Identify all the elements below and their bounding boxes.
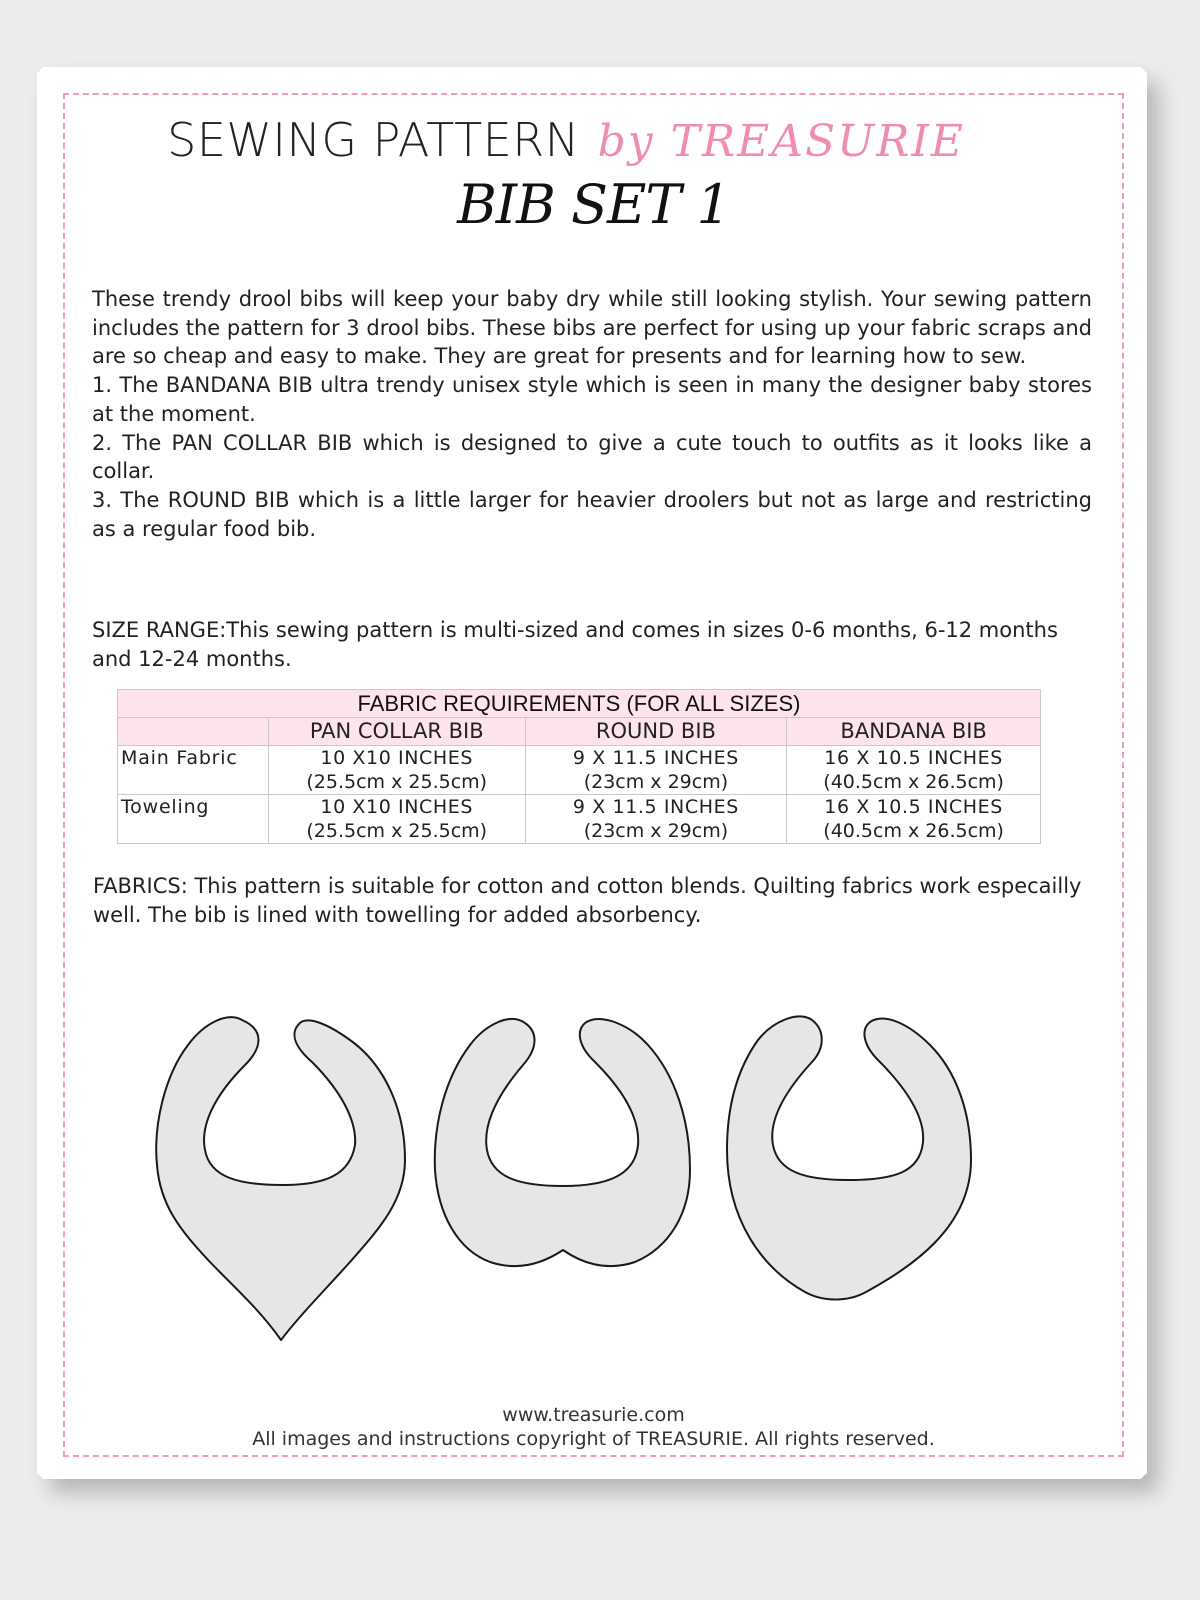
website-link[interactable]: www.treasurie.com bbox=[502, 1404, 685, 1426]
table-caption: FABRIC REQUIREMENTS (FOR ALL SIZES) bbox=[118, 690, 1041, 718]
cell-cm: (25.5cm x 25.5cm) bbox=[306, 820, 488, 842]
bib-description-round: 3. The ROUND BIB which is a little larger for heavier droolers but not as large and restricting as a regular food bib. bbox=[92, 487, 1092, 541]
pattern-subtitle: BIB SET 1 bbox=[457, 173, 730, 236]
cell-cm: (23cm x 29cm) bbox=[583, 771, 729, 793]
round-bib-icon bbox=[727, 1016, 971, 1299]
cell-inches: 9 X 11.5 INCHES bbox=[572, 796, 739, 818]
bib-description-bandana: 1. The BANDANA BIB ultra trendy unisex style which is seen in many the designer baby stores at the moment. bbox=[92, 373, 1092, 426]
fabrics-text: FABRICS: This pattern is suitable for cotton and cotton blends. Quilting fabrics work especailly well. The bib is lined with towelling for added absorbency. bbox=[93, 874, 1082, 927]
column-header-bandana: BANDANA BIB bbox=[787, 718, 1041, 746]
cell-inches: 10 X10 INCHES bbox=[320, 747, 474, 769]
cell-inches: 16 X 10.5 INCHES bbox=[824, 796, 1003, 818]
cell-cm: (23cm x 29cm) bbox=[583, 820, 729, 842]
column-header-round: ROUND BIB bbox=[525, 718, 787, 746]
row-label-toweling: Toweling bbox=[118, 795, 269, 844]
bib-description-pan-collar: 2. The PAN COLLAR BIB which is designed to give a cute touch to outfits as it looks like a collar. bbox=[92, 430, 1092, 484]
cell-inches: 9 X 11.5 INCHES bbox=[572, 747, 739, 769]
cell-cm: (40.5cm x 26.5cm) bbox=[823, 820, 1004, 842]
bib-illustrations bbox=[63, 93, 1124, 1457]
title-text: SEWING PATTERN bbox=[167, 113, 580, 167]
row-label-main-fabric: Main Fabric bbox=[118, 746, 269, 795]
pattern-content bbox=[63, 93, 1124, 1457]
brand-text: by TREASURIE bbox=[597, 116, 965, 167]
cell-inches: 16 X 10.5 INCHES bbox=[824, 747, 1003, 769]
cell-inches: 10 X10 INCHES bbox=[320, 796, 474, 818]
column-header-pan-collar: PAN COLLAR BIB bbox=[268, 718, 525, 746]
copyright-notice: All images and instructions copyright of TREASURIE. All rights reserved. bbox=[252, 1428, 935, 1450]
cell-cm: (40.5cm x 26.5cm) bbox=[823, 771, 1004, 793]
pan-collar-bib-icon bbox=[435, 1019, 690, 1266]
size-range-text: SIZE RANGE:This sewing pattern is multi-sized and comes in sizes 0-6 months, 6-12 months and 12-24 months. bbox=[92, 618, 1058, 671]
cell-cm: (25.5cm x 25.5cm) bbox=[306, 771, 488, 793]
intro-paragraph: These trendy drool bibs will keep your baby dry while still looking stylish. Your sewing pattern includes the pattern for 3 drool bibs. These bibs are perfect for using up your fabric scraps and are so cheap and easy to make. They are great for presents and for learning how to sew. bbox=[92, 287, 1092, 369]
bandana-bib-icon bbox=[156, 1017, 405, 1340]
